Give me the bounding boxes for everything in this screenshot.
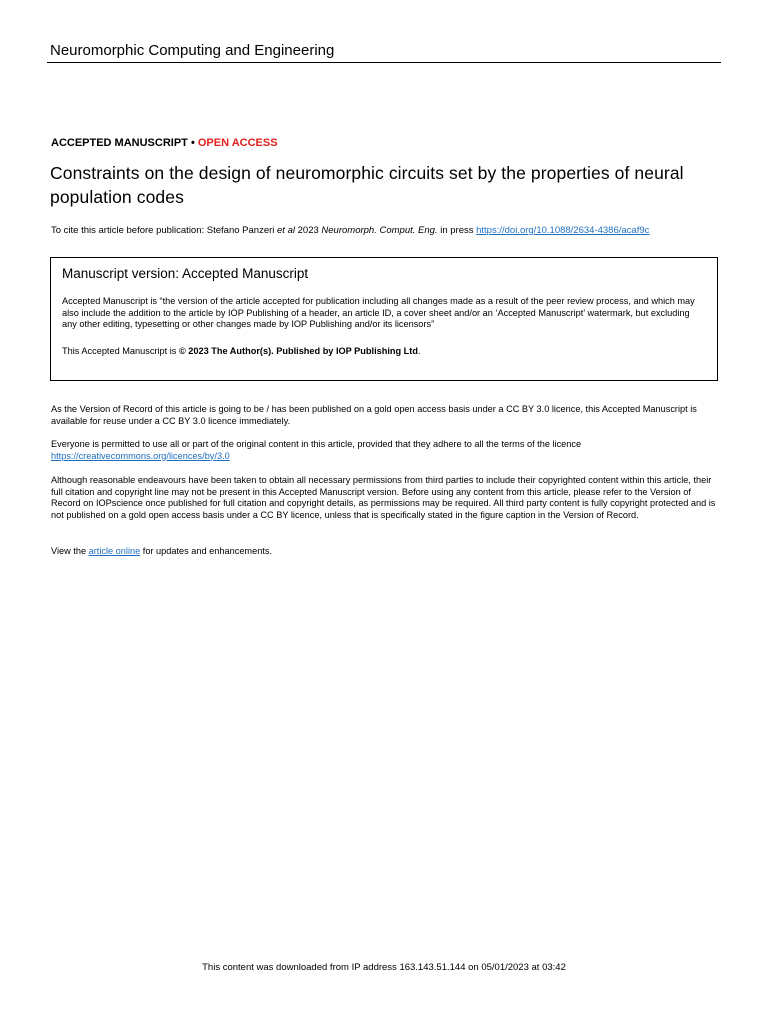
citation-in-press: in press <box>437 225 477 236</box>
open-access-label: OPEN ACCESS <box>197 137 278 149</box>
accepted-manuscript-label: ACCEPTED MANUSCRIPT <box>51 137 188 149</box>
copyright-prefix: This Accepted Manuscript is <box>62 346 179 356</box>
copyright-statement <box>62 345 421 357</box>
citation-line <box>51 225 649 237</box>
third-party-paragraph: Although reasonable endeavours have been taken to obtain all necessary permissions from third parties to include their copyrighted content within this article, their full citation and copyright line may not be present in this Accepted Manuscript version. Before using any content from this article, please refer to the Version of Record on IOPscience once published for full citation and copyright details, as permissions may be required. All third party content is fully copyright protected and is not published on a gold open access basis under a CC BY licence, unless that is specifically stated in the figure caption in the Version of Record. <box>51 475 716 520</box>
download-footer: This content was downloaded from IP address 163.143.51.144 on 05/01/2023 at 03:42 <box>202 962 566 973</box>
manuscript-version-box <box>50 257 718 381</box>
article-online-link[interactable]: article online <box>88 546 141 556</box>
header-divider <box>47 62 721 63</box>
status-separator: • <box>187 137 198 149</box>
journal-name: Neuromorphic Computing and Engineering <box>50 42 335 59</box>
view-prefix: View the <box>51 546 89 556</box>
citation-prefix: To cite this article before publication: Stefano Panzeri <box>51 225 278 236</box>
article-title: Constraints on the design of neuromorphic circuits set by the properties of neural population codes <box>50 163 684 207</box>
view-suffix: for updates and enhancements. <box>140 546 272 556</box>
citation-etal: et al <box>277 225 295 236</box>
copyright-holder: © 2023 The Author(s). Published by IOP Publishing Ltd <box>178 346 418 356</box>
licence-paragraph: As the Version of Record of this article is going to be / has been published on a gold open access basis under a CC BY 3.0 licence, this Accepted Manuscript is available for reuse under a CC BY 3.0 licence immediately. <box>51 404 697 426</box>
doi-link[interactable]: https://doi.org/10.1088/2634-4386/acaf9c <box>476 225 650 236</box>
view-online-paragraph <box>51 546 721 558</box>
manuscript-status <box>51 136 278 150</box>
version-box-title: Manuscript version: Accepted Manuscript <box>62 266 309 281</box>
citation-year: 2023 <box>294 225 322 236</box>
licence-link[interactable]: https://creativecommons.org/licences/by/3.0 <box>51 450 230 461</box>
permission-paragraph <box>51 439 721 462</box>
version-box-description: Accepted Manuscript is “the version of the article accepted for publication including all changes made as a result of the peer review process, and which may also include the addition to the article by IOP Publishing of a header, an article ID, a cover sheet and/or an ‘Accepted Manuscript’ watermark, but excluding any other editing, typesetting or other changes made by IOP Publishing and/or its licensors” <box>62 296 695 329</box>
permission-text: Everyone is permitted to use all or part of the original content in this article, provided that they adhere to all the terms of the licence <box>51 439 582 449</box>
citation-journal: Neuromorph. Comput. Eng. <box>321 225 438 236</box>
copyright-suffix: . <box>417 346 421 356</box>
